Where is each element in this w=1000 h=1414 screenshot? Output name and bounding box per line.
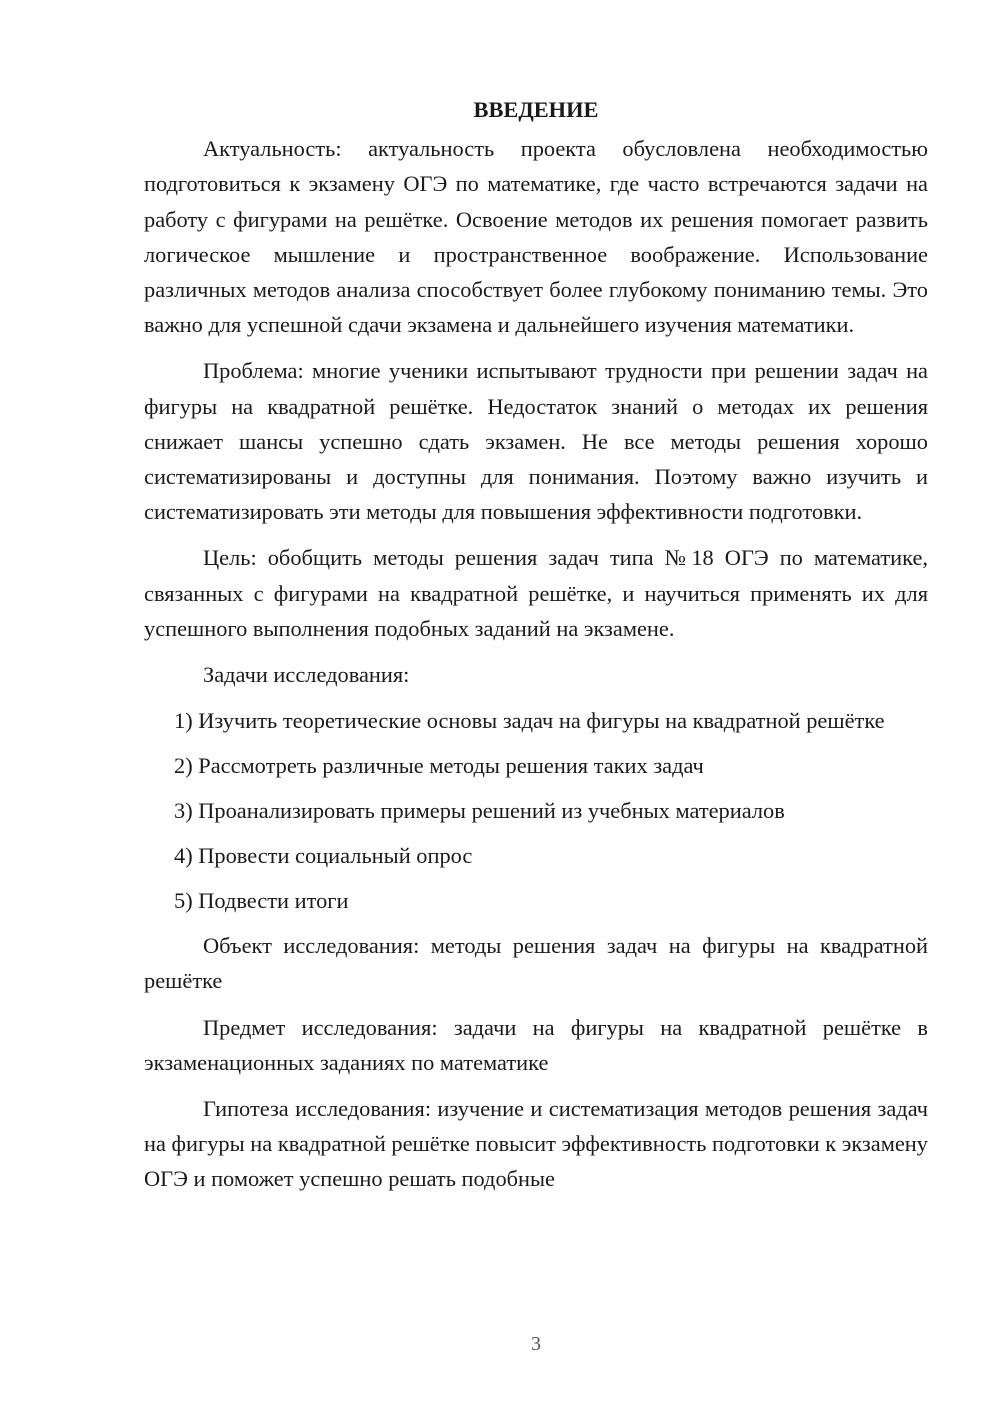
paragraph-hypothesis: Гипотеза исследования: изучение и систематизация методов решения задач на фигуры на квадратной решётке повысит эффективность подготовки к экзамену ОГЭ и поможет успешно решать подобные xyxy=(144,1096,928,1192)
section-heading: ВВЕДЕНИЕ xyxy=(473,97,599,122)
task-item-2: 2) Рассмотреть различные методы решения таких задач xyxy=(174,753,704,779)
page-number: 3 xyxy=(531,1333,541,1355)
document-page xyxy=(144,92,928,1197)
task-item-1: 1) Изучить теоретические основы задач на фигуры на квадратной решётке xyxy=(174,708,885,734)
task-item-4: 4) Провести социальный опрос xyxy=(174,843,473,869)
task-item-3: 3) Проанализировать примеры решений из учебных материалов xyxy=(174,798,785,824)
paragraph-problem: Проблема: многие ученики испытывают трудности при решении задач на фигуры на квадратной решётке. Недостаток знаний о методах их решения снижает шансы успешно сдать экзамен. Не все методы решения хорошо систематизированы и доступны для понимания. Поэтому важно изучить и систематизировать эти методы для повышения эффективности подготовки. xyxy=(144,358,928,525)
paragraph-object: Объект исследования: методы решения задач на фигуры на квадратной решётке xyxy=(144,933,928,994)
paragraph-tasks-heading: Задачи исследования: xyxy=(203,662,410,688)
paragraph-relevance: Актуальность: актуальность проекта обусловлена необходимостью подготовиться к экзамену ОГЭ по математике, где часто встречаются задачи на работу с фигурами на решётке. Освоение методов их решения помогает развить логическое мышление и пространственное воображение. Использование различных методов анализа способствует более глубокому пониманию темы. Это важно для успешной сдачи экзамена и дальнейшего изучения математики. xyxy=(144,136,928,338)
paragraph-goal: Цель: обобщить методы решения задач типа №18 ОГЭ по математике, связанных с фигурами на квадратной решётке, и научиться применять их для успешного выполнения подобных заданий на экзамене. xyxy=(144,545,928,641)
paragraph-subject: Предмет исследования: задачи на фигуры на квадратной решётке в экзаменационных заданиях по математике xyxy=(144,1014,928,1075)
task-item-5: 5) Подвести итоги xyxy=(174,888,349,914)
